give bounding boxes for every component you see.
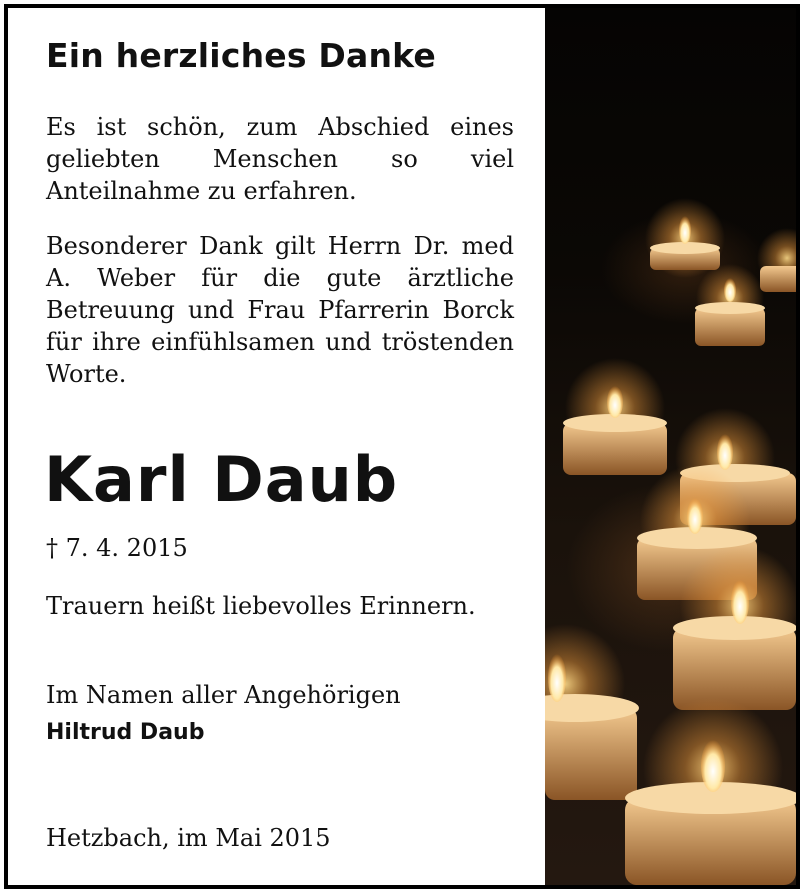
- memorial-quote: Trauern heißt liebevolles Erinnern.: [46, 592, 476, 620]
- on-behalf-line: Im Namen aller Angehörigen: [46, 681, 401, 709]
- heading: Ein herzliches Danke: [46, 36, 436, 75]
- candle: [695, 264, 765, 346]
- deceased-name: Karl Daub: [44, 443, 399, 516]
- paragraph-special-thanks: Besonderer Dank gilt Herrn Dr. med A. Weber für die gute ärztliche Betreuung und Frau Pfarrerin Borck für ihre einfühlsamen und tröstenden Worte.: [46, 232, 514, 388]
- candle: [757, 228, 796, 292]
- candle: [625, 698, 796, 885]
- obituary-notice: [4, 4, 800, 889]
- candles-photo: [545, 8, 796, 885]
- text-column: [46, 8, 518, 885]
- death-date: † 7. 4. 2015: [46, 534, 188, 562]
- candles-illustration: [545, 8, 796, 885]
- candle: [545, 624, 639, 800]
- signer-name: Hiltrud Daub: [46, 720, 205, 745]
- paragraph-thanks: Es ist schön, zum Abschied eines geliebten Menschen so viel Anteilnahme zu erfahren.: [46, 113, 514, 205]
- place-and-date: Hetzbach, im Mai 2015: [46, 824, 331, 852]
- candle: [563, 358, 667, 475]
- candle: [645, 198, 725, 278]
